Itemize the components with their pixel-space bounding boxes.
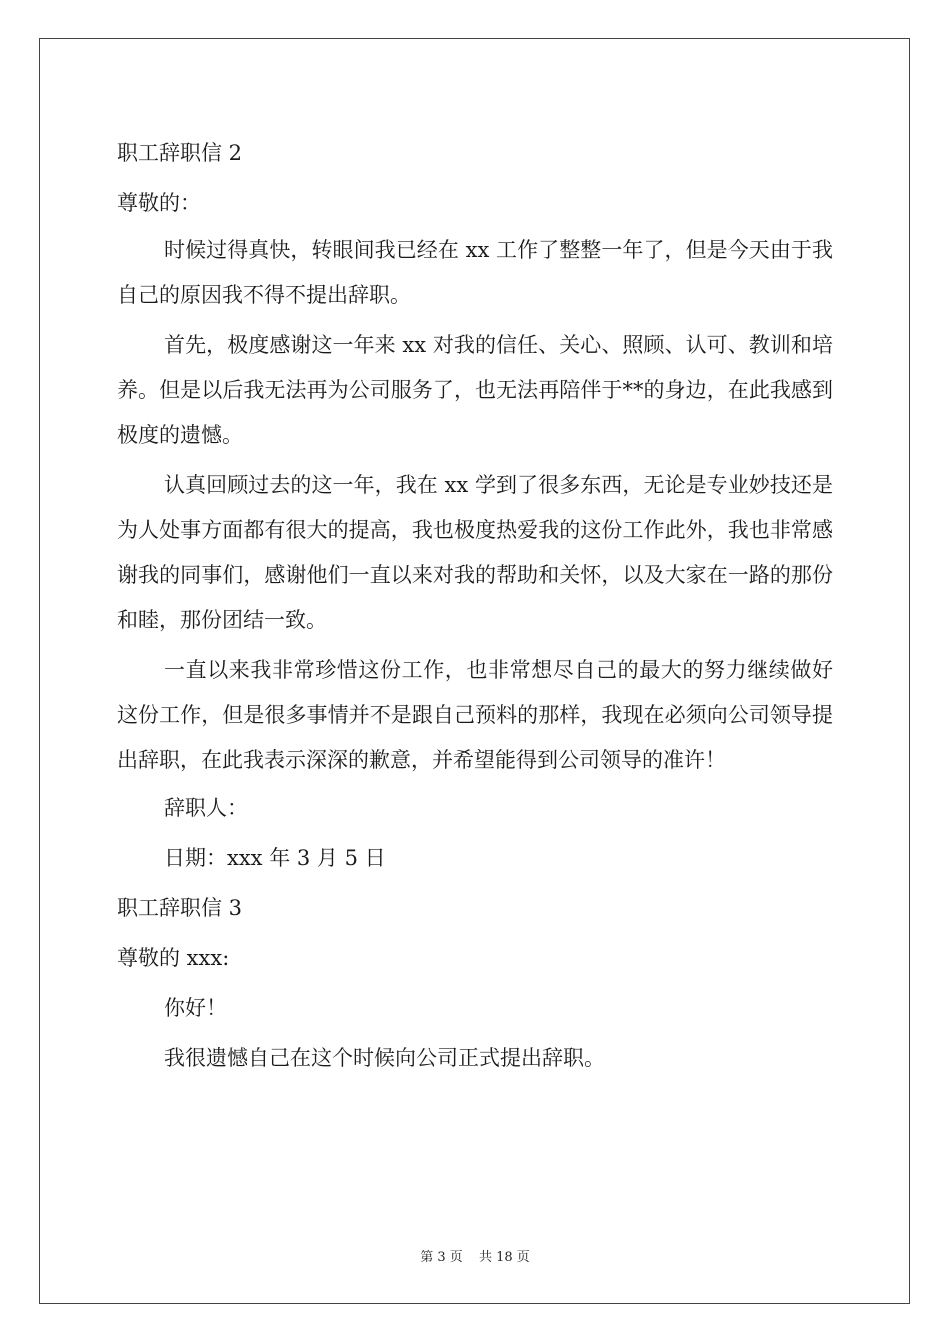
page-footer	[0, 1246, 950, 1265]
greeting: 你好！	[164, 996, 227, 1020]
document-body	[117, 128, 833, 1083]
date-line: 日期：xxx 年 3 月 5 日	[164, 846, 386, 870]
letter-2-salutation: 尊敬的：	[117, 191, 201, 215]
paragraph: 我很遗憾自己在这个时候向公司正式提出辞职。	[164, 1046, 605, 1070]
paragraph: 首先，极度感谢这一年来 xx 对我的信任、关心、照顾、认可、教训和培养。但是以后我无法再为公司服务了，也无法再陪伴于**的身边，在此我感到极度的遗憾。	[117, 333, 833, 447]
paragraph: 时候过得真快，转眼间我已经在 xx 工作了整整一年了，但是今天由于我自己的原因我不得不提出辞职。	[117, 238, 833, 307]
signer-label: 辞职人：	[164, 796, 248, 820]
letter-3-salutation: 尊敬的 xxx:	[117, 946, 230, 970]
page-number: 第 3 页	[420, 1250, 463, 1265]
page-total: 共 18 页	[478, 1250, 530, 1265]
letter-2-title: 职工辞职信 2	[117, 141, 243, 165]
paragraph: 认真回顾过去的这一年，我在 xx 学到了很多东西，无论是专业妙技还是为人处事方面都有很大的提高，我也极度热爱我的这份工作此外，我也非常感谢我的同事们，感谢他们一直以来对我的帮助和关怀，以及大家在一路的那份和睦，那份团结一致。	[117, 473, 833, 632]
paragraph: 一直以来我非常珍惜这份工作，也非常想尽自己的最大的努力继续做好这份工作，但是很多事情并不是跟自己预料的那样，我现在必须向公司领导提出辞职，在此我表示深深的歉意，并希望能得到公司领导的准许！	[117, 658, 833, 772]
letter-3-title: 职工辞职信 3	[117, 896, 243, 920]
